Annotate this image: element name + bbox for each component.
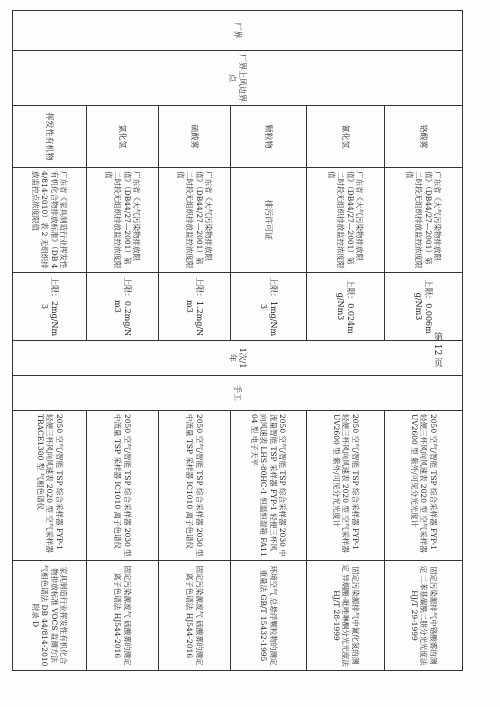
- method-cell: 固定污染源排气中氰化氢的测定 异烟酸-吡唑啉酮分光光度法 HJ/T 28-1999: [307, 561, 385, 671]
- pollutant-cell: 铬酸雾: [385, 106, 463, 168]
- limit-value-cell: 上限：2mg/Nm3: [13, 273, 87, 341]
- pollutant-cell: 硫酸雾: [159, 106, 231, 168]
- monitoring-table: [12, 10, 463, 671]
- rotated-table-container: [13, 10, 463, 670]
- limit-doc-cell: 广东省《大气污染物排放限值》（DB44/27—2001）第二时段无组织排放监控浓度限值: [307, 168, 385, 273]
- equipment-cell: 2050 空气/智能 TSP 综合采样器 2030 中流量智能 TSP 采样器 FYP-1 轻便三杯风向风速表 LHS-80HC-1 恒温恒湿箱 FA1104 型 电子天平: [231, 411, 307, 561]
- limit-doc-cell: 广东省《大气污染物排放限值》（DB44/27—2001）第二时段无组织排放监控浓度限值: [385, 168, 463, 273]
- plant-cell: 厂界: [13, 11, 463, 51]
- method-cell: 固定污染源废气 硫酸雾的测定 离子色谱法 HJ544-2016: [159, 561, 231, 671]
- method-cell: 家具制造行业挥发性有机化合物排放标准 VOCS 监测方法 气相色谱法 DB 44/814-2010 附录 D: [13, 561, 87, 671]
- equipment-cell: 2050 空气/智能 TSP 综合采样器 FYP-1 轻便三杯风向风速表 2020 型 空气采样器 UV2600 型 紫外/可见分光光度计: [307, 411, 385, 561]
- limit-doc-cell: 广东省《大气污染物排放限值》（DB44/27—2001）第二时段无组织排放监控浓度限值: [87, 168, 159, 273]
- pollutant-cell: 挥发性有机物: [13, 106, 87, 168]
- limit-value-cell: 上限：0.006mg/Nm3: [385, 273, 463, 341]
- mode-cell: 手工: [13, 376, 463, 411]
- equipment-cell: 2050 空气/智能 TSP 综合采样器 FYP-1 轻便三杯风向风速表 2020 型 空气采样器 TRACE1300 型 气相色谱仪: [13, 411, 87, 561]
- equipment-cell: 2050 空气/智能 TSP 综合采样器 2030 型 中流量 TSP 采样器 IC1010 离子色谱仪: [159, 411, 231, 561]
- limit-value-cell: 上限：0.2mg/Nm3: [87, 273, 159, 341]
- pollutant-cell: 氯化氢: [87, 106, 159, 168]
- basis-cell: 排污许可证: [231, 168, 307, 273]
- limit-value-cell: 上限：1mg/Nm3: [231, 273, 307, 341]
- method-cell: 固定污染源排气中铬酸雾的测定 二苯基碳酰二肼分光光度法 HJ/T 29-1999: [385, 561, 463, 671]
- equipment-cell: 2050 空气/智能 TSP 综合采样器 2030 型 中流量 TSP 采样器 IC1010 离子色谱仪: [87, 411, 159, 561]
- limit-value-cell: 上限：1.2mg/Nm3: [159, 273, 231, 341]
- method-cell: 环境空气 总悬浮颗粒物的测定 重量法 GB/T 15432-1995: [231, 561, 307, 671]
- limit-doc-cell: 广东省《家具制造行业挥发性有机化合物排放标准》（DB 44/814-2010）表 2 无组织排放监控点浓度限值: [13, 168, 87, 273]
- pollutant-cell: 氰化氢: [307, 106, 385, 168]
- equipment-cell: 2050 空气/智能 TSP 综合采样器 FYP-1 轻便三杯风向风速表 2020 型 空气采样器 UV2600 型 紫外/可见分光光度计: [385, 411, 463, 561]
- limit-value-cell: 上限：0.024mg/Nm3: [307, 273, 385, 341]
- pollutant-cell: 颗粒物: [231, 106, 307, 168]
- frequency-cell: 1次/1年: [13, 341, 463, 376]
- limit-doc-cell: 广东省《大气污染物排放限值》（DB44/27—2001）第二时段无组织排放监控浓度限值: [159, 168, 231, 273]
- point-cell: 厂界上风边界点: [13, 51, 463, 106]
- page-number: 第 12 页: [432, 332, 442, 368]
- method-cell: 固定污染源废气 硫酸雾的测定 离子色谱法 HJ544-2016: [87, 561, 159, 671]
